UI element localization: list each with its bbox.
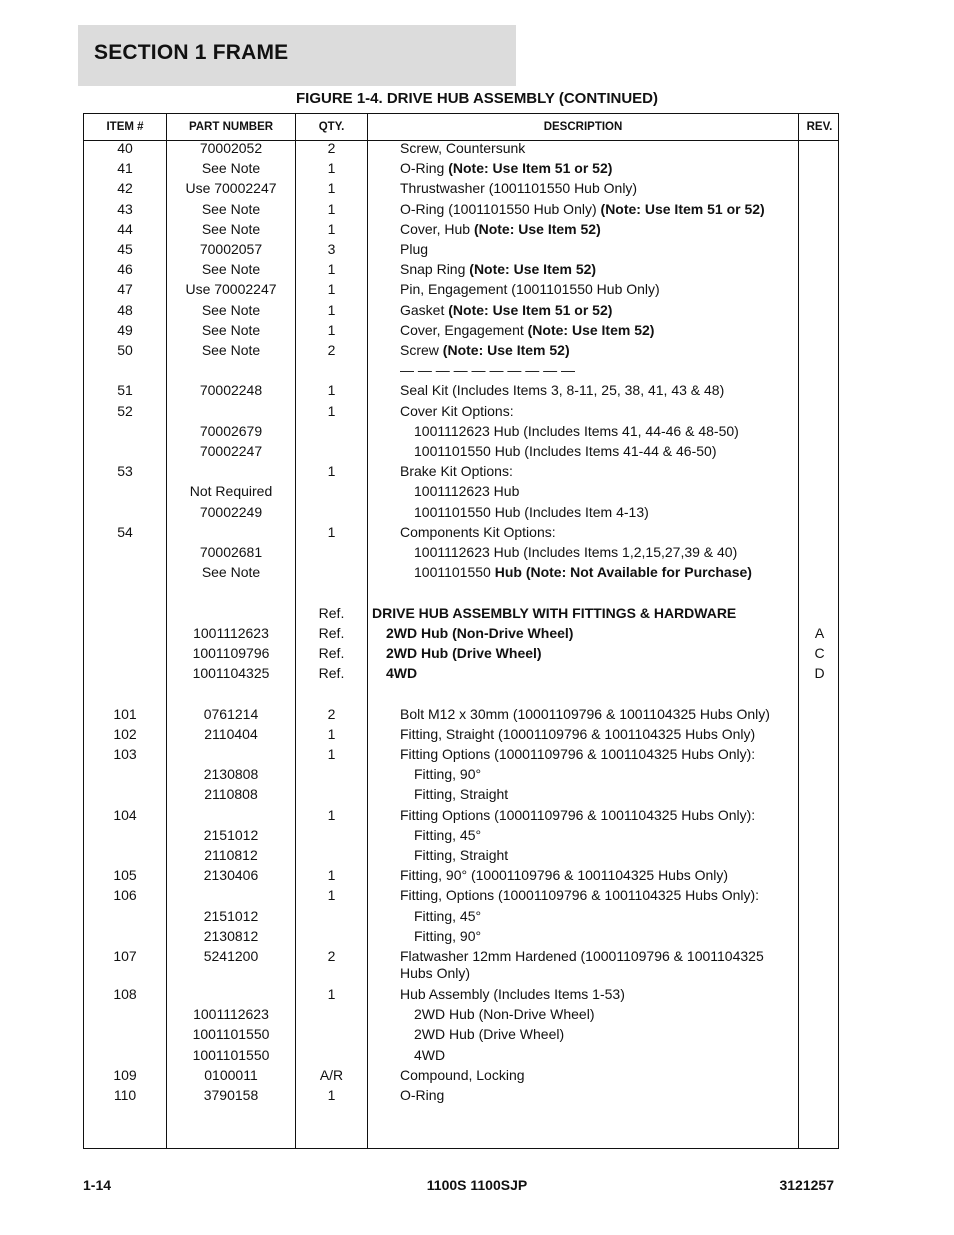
description: Fitting, Options (10001109796 & 1001104325 Hubs Only): — [400, 887, 760, 904]
part-number: 2130812 — [203, 927, 259, 944]
item-number: 40 — [117, 140, 133, 156]
description-text: Cover, Hub — [400, 220, 474, 237]
quantity: 1 — [327, 887, 336, 904]
description — [400, 380, 724, 400]
description — [400, 340, 570, 360]
description — [414, 421, 739, 441]
description-note: (Note: Use Item 51 or 52) — [448, 160, 613, 177]
revision: A — [814, 624, 825, 641]
table-row — [84, 219, 840, 239]
description: 2WD Hub (Drive Wheel) — [386, 645, 542, 661]
table-row — [84, 158, 840, 178]
quantity: 1 — [327, 261, 336, 278]
description-note: (Note: Use Item 52) — [527, 321, 655, 338]
part-number: 1001112623 — [193, 1006, 269, 1023]
part-number: See Note — [201, 564, 261, 581]
description-text: 1001101550 Hub (Includes Item 4-13) — [414, 503, 649, 520]
description: Bolt M12 x 30mm (10001109796 & 1001104325 Hubs Only) — [400, 705, 770, 722]
description: 4WD — [386, 665, 418, 682]
description-note: Hub (Note: Not Available for Purchase) — [494, 564, 752, 581]
table-row — [84, 926, 840, 946]
table-row — [84, 784, 840, 804]
description: Fitting, Straight — [414, 786, 509, 803]
part-number: See Note — [201, 160, 261, 177]
table-row — [84, 542, 840, 562]
description — [400, 158, 612, 178]
figure-title: FIGURE 1-4. DRIVE HUB ASSEMBLY (CONTINUED) — [296, 90, 658, 107]
table-row — [84, 885, 840, 905]
header-part-number: PART NUMBER — [188, 121, 274, 133]
assembly-row — [84, 603, 840, 623]
item-number: 47 — [117, 281, 133, 298]
item-number: 42 — [117, 180, 133, 197]
description: 4WD — [414, 1046, 446, 1063]
part-number: See Note — [201, 342, 261, 358]
description-text: O-Ring (1001101550 Hub Only) — [400, 200, 601, 217]
item-number: 46 — [117, 261, 133, 278]
section-header — [78, 25, 516, 86]
table-row — [84, 340, 840, 360]
description-text: Gasket — [400, 301, 449, 318]
description — [400, 279, 660, 299]
part-number: See Note — [201, 261, 261, 278]
description — [400, 259, 596, 279]
description — [414, 562, 752, 582]
table-row — [84, 845, 840, 865]
description-text: Cover, Engagement — [400, 321, 528, 338]
part-number: 1001109796 — [192, 645, 270, 661]
assembly-row — [84, 643, 840, 663]
description-text: — — — — — — — — — — — [400, 362, 576, 379]
part-number: 2110812 — [204, 847, 258, 863]
quantity: A/R — [319, 1066, 344, 1083]
revision: C — [814, 645, 825, 661]
footer-doc-number: 3121257 — [779, 1177, 834, 1193]
description-note: (Note: Use Item 52) — [442, 342, 570, 358]
footer-model: 1100S 1100SJP — [426, 1177, 528, 1193]
description-text: Snap Ring — [400, 261, 470, 278]
quantity: Ref. — [318, 665, 345, 682]
description-note: (Note: Use Item 51 or 52) — [448, 301, 613, 318]
header-rev: REV. — [806, 121, 833, 133]
item-number: 103 — [113, 746, 137, 762]
part-number: 70002679 — [199, 422, 263, 439]
description-text: 1001112623 Hub — [414, 483, 520, 500]
table-row — [84, 704, 840, 724]
part-number: See Note — [201, 220, 261, 237]
description: Flatwasher 12mm Hardened (10001109796 & 1001104325 Hubs Only) — [400, 948, 764, 981]
table-row — [84, 178, 840, 198]
parts-table — [83, 113, 839, 1149]
description: 2WD Hub (Drive Wheel) — [414, 1026, 565, 1043]
description: Fitting Options (10001109796 & 1001104325 Hubs Only): — [400, 806, 756, 823]
description: Compound, Locking — [400, 1066, 525, 1083]
description-note: (Note: Use Item 51 or 52) — [600, 200, 765, 217]
quantity: 3 — [327, 241, 336, 257]
table-row — [84, 865, 840, 885]
assembly-row — [84, 623, 840, 643]
description: Fitting, 90° (10001109796 & 1001104325 Hubs Only) — [400, 867, 729, 884]
item-number: 109 — [113, 1066, 137, 1083]
description-text: 1001101550 Hub (Includes Items 41-44 & 46-50) — [414, 443, 717, 459]
item-number: 106 — [113, 887, 137, 904]
description — [414, 542, 737, 562]
part-number: Not Required — [189, 483, 273, 500]
part-number: 2130406 — [203, 867, 259, 884]
part-number: 70002247 — [199, 443, 263, 459]
table-row — [84, 522, 840, 542]
description — [414, 441, 717, 461]
description — [400, 219, 601, 239]
quantity: 1 — [327, 523, 336, 540]
part-number: 70002052 — [199, 140, 263, 156]
part-number: 2110808 — [204, 786, 258, 803]
part-number: 1001104325 — [192, 665, 270, 682]
description: Fitting, 45° — [414, 826, 482, 843]
table-row — [84, 401, 840, 421]
table-row — [84, 300, 840, 320]
part-number: 1001101550 — [192, 1026, 270, 1043]
quantity: 2 — [327, 705, 336, 722]
quantity: 1 — [327, 986, 336, 1002]
table-row — [84, 259, 840, 279]
table-row — [84, 199, 840, 219]
table-row — [84, 1065, 840, 1085]
description-text: Cover Kit Options: — [400, 402, 514, 419]
description — [400, 401, 514, 421]
item-number: 107 — [113, 948, 137, 964]
description-note: (Note: Use Item 52) — [469, 261, 597, 278]
description — [400, 138, 525, 158]
table-row — [84, 138, 840, 158]
table-row — [84, 984, 840, 1004]
quantity: 1 — [327, 200, 336, 217]
quantity: 1 — [327, 867, 336, 884]
quantity: 2 — [327, 948, 336, 964]
description: Fitting, Straight — [414, 847, 509, 863]
description: Fitting, 45° — [414, 907, 482, 924]
description: 2WD Hub (Non-Drive Wheel) — [414, 1006, 595, 1023]
item-number: 54 — [117, 523, 133, 540]
description-text: Pin, Engagement (1001101550 Hub Only) — [400, 281, 660, 298]
description: DRIVE HUB ASSEMBLY WITH FITTINGS & HARDWARE — [372, 604, 737, 621]
header-qty: QTY. — [318, 121, 345, 133]
description-text: Screw — [400, 342, 443, 358]
quantity: 1 — [327, 220, 336, 237]
header-item: ITEM # — [106, 121, 144, 133]
quantity: 1 — [327, 463, 336, 480]
part-number: 2130808 — [203, 766, 259, 783]
description-text: Plug — [400, 241, 429, 257]
table-row — [84, 825, 840, 845]
revision: D — [814, 665, 825, 682]
table-row — [84, 481, 840, 501]
part-number: 2110404 — [204, 725, 258, 742]
table-row — [84, 239, 840, 259]
description: O-Ring — [400, 1087, 445, 1103]
part-number: 70002681 — [199, 544, 263, 560]
item-number: 110 — [113, 1087, 137, 1103]
item-number: 44 — [117, 220, 133, 237]
description-text: Brake Kit Options: — [400, 463, 513, 480]
description-text: Seal Kit (Includes Items 3, 8-11, 25, 38, 41, 43 & 48) — [400, 382, 725, 399]
table-row — [84, 724, 840, 744]
quantity: 1 — [327, 160, 336, 177]
description: Fitting, 90° — [414, 766, 482, 783]
part-number: 2151012 — [203, 907, 259, 924]
item-number: 101 — [113, 705, 137, 722]
description — [414, 502, 649, 522]
item-number: 105 — [113, 867, 137, 884]
quantity: Ref. — [318, 624, 345, 641]
table-row — [84, 421, 840, 441]
table-row — [84, 562, 840, 582]
description: Fitting, 90° — [414, 927, 482, 944]
table-row — [84, 906, 840, 926]
description — [400, 461, 513, 481]
part-number: 70002057 — [199, 241, 263, 257]
description-text: Components Kit Options: — [400, 523, 556, 540]
item-number: 50 — [117, 342, 133, 358]
description-text: 1001112623 Hub (Includes Items 1,2,15,27,39 & 40) — [414, 544, 738, 560]
part-number: See Note — [201, 321, 261, 338]
table-row — [84, 360, 840, 380]
item-number: 102 — [113, 725, 137, 742]
item-number: 52 — [117, 402, 133, 419]
table-row — [84, 1004, 840, 1024]
quantity: 1 — [327, 1087, 336, 1103]
item-number: 108 — [113, 986, 137, 1002]
part-number: Use 70002247 — [185, 180, 277, 197]
part-number: 1001112623 — [193, 624, 269, 641]
description — [400, 360, 575, 380]
description: Hub Assembly (Includes Items 1-53) — [400, 986, 625, 1002]
table-row — [84, 805, 840, 825]
quantity: 1 — [327, 301, 336, 318]
description — [400, 320, 654, 340]
table-row — [84, 1045, 840, 1065]
table-row — [84, 744, 840, 764]
quantity: 2 — [327, 140, 336, 156]
part-number: 5241200 — [203, 948, 259, 964]
quantity: Ref. — [318, 645, 345, 661]
item-number: 48 — [117, 301, 133, 318]
quantity: 1 — [327, 402, 336, 419]
part-number: Use 70002247 — [185, 281, 277, 298]
table-row — [84, 764, 840, 784]
header-description: DESCRIPTION — [543, 121, 623, 133]
table-row — [84, 1024, 840, 1044]
item-number: 51 — [117, 382, 133, 399]
quantity: 1 — [327, 725, 336, 742]
description: Fitting, Straight (10001109796 & 1001104325 Hubs Only) — [400, 725, 756, 742]
quantity: 2 — [327, 342, 336, 358]
description — [400, 522, 556, 542]
table-row — [84, 380, 840, 400]
item-number: 45 — [117, 241, 133, 257]
description-text: 1001112623 Hub (Includes Items 41, 44-46 & 48-50) — [414, 422, 739, 439]
description — [400, 199, 765, 219]
table-row — [84, 502, 840, 522]
description — [400, 239, 428, 259]
part-number: 2151012 — [203, 826, 259, 843]
table-row — [84, 946, 840, 981]
footer-page-number: 1-14 — [83, 1177, 112, 1193]
section-title: SECTION 1 FRAME — [94, 41, 289, 64]
table-row — [84, 279, 840, 299]
description-note: (Note: Use Item 52) — [473, 220, 601, 237]
part-number: See Note — [201, 301, 261, 318]
quantity: 1 — [327, 321, 336, 338]
item-number: 43 — [117, 200, 133, 217]
quantity: 1 — [327, 806, 336, 823]
item-number: 41 — [117, 160, 133, 177]
description-text: O-Ring — [400, 160, 449, 177]
part-number: 70002249 — [199, 503, 263, 520]
description — [400, 300, 612, 320]
part-number: 1001101550 — [192, 1046, 270, 1063]
table-row — [84, 1085, 840, 1105]
description-text: 1001101550 — [414, 564, 495, 581]
quantity: 1 — [327, 746, 336, 762]
table-row — [84, 441, 840, 461]
table-row — [84, 320, 840, 340]
description-text: Thrustwasher (1001101550 Hub Only) — [400, 180, 638, 197]
quantity: 1 — [327, 382, 336, 399]
description — [400, 178, 637, 198]
description: Fitting Options (10001109796 & 1001104325 Hubs Only): — [400, 746, 756, 762]
item-number: 49 — [117, 321, 133, 338]
table-row — [84, 461, 840, 481]
quantity: 1 — [327, 180, 336, 197]
assembly-row — [84, 663, 840, 683]
part-number: 70002248 — [199, 382, 263, 399]
quantity: 1 — [327, 281, 336, 298]
item-number: 53 — [117, 463, 133, 480]
quantity: Ref. — [318, 604, 345, 621]
description — [414, 481, 519, 501]
part-number: 0761214 — [203, 705, 259, 722]
part-number: See Note — [201, 200, 261, 217]
part-number: 0100011 — [204, 1066, 258, 1083]
part-number: 3790158 — [203, 1087, 259, 1103]
description-text: Screw, Countersunk — [400, 140, 526, 156]
item-number: 104 — [113, 806, 137, 823]
description: 2WD Hub (Non-Drive Wheel) — [386, 624, 574, 641]
